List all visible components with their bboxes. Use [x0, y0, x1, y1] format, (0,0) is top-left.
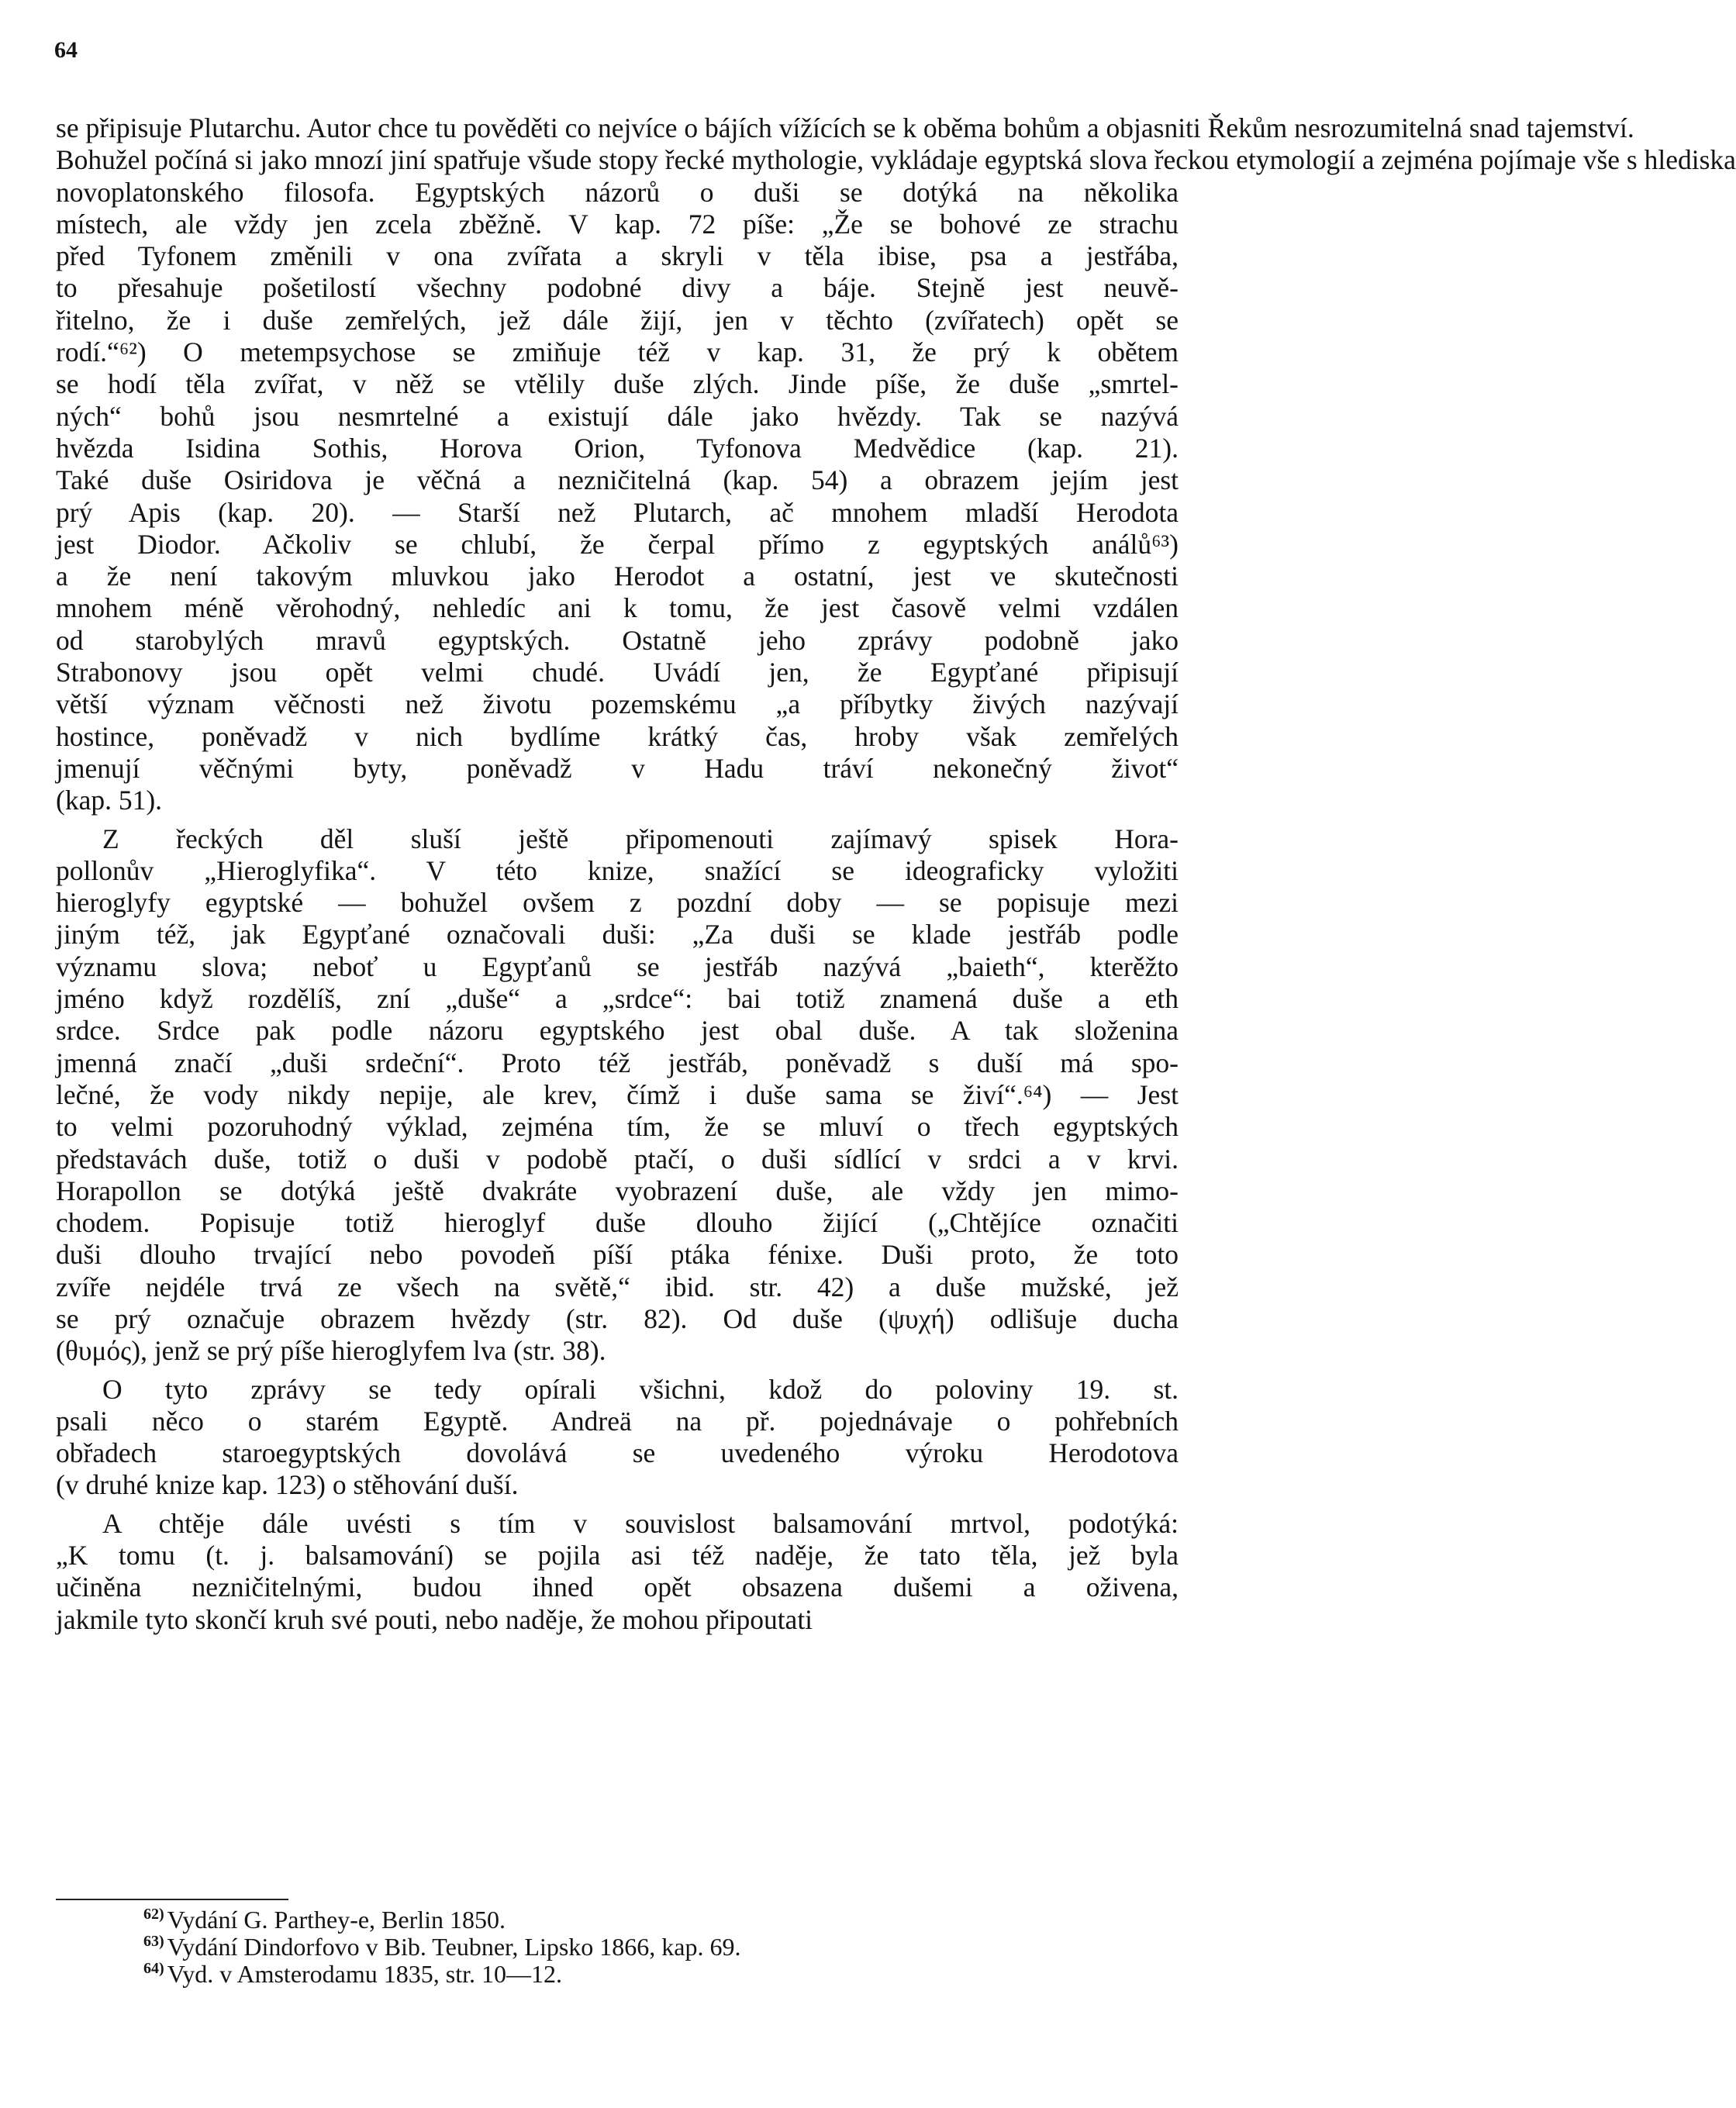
footnotes — [143, 1906, 740, 1988]
text-line: hostince, poněvadž v nich bydlíme krátký čas, hroby však zemřelých — [56, 720, 1179, 752]
text-line: Z řeckých děl sluší ještě připomenouti zajímavý spisek Hora- — [102, 823, 1179, 854]
text-line: místech, ale vždy jen zcela zběžně. V kap. 72 píše: „Že se bohové ze strachu — [56, 208, 1179, 240]
text-line: jméno když rozdělíš, zní „duše“ a „srdce“: bai totiž znamená duše a eth — [56, 983, 1179, 1015]
footnote-separator — [56, 1899, 288, 1900]
text-line: a že není takovým mluvkou jako Herodot a ostatní, jest ve skutečnosti — [56, 561, 1179, 592]
footnote-text: Vyd. v Amsterodamu 1835, str. 10—12. — [167, 1960, 562, 1988]
body-text — [56, 112, 1736, 1636]
text-line: řitelno, že i duše zemřelých, jež dále žijí, jen v těchto (zvířatech) opět se — [56, 304, 1179, 336]
text-line: lečné, že vody nikdy nepije, ale krev, čímž i duše sama se živí“.⁶⁴) — Jest — [56, 1078, 1179, 1110]
text-line: obřadech staroegyptských dovolává se uvedeného výroku Herodotova — [56, 1437, 1179, 1469]
paragraph-gap — [56, 1368, 1179, 1374]
text-line: ných“ bohů jsou nesmrtelné a existují dále jako hvězdy. Tak se nazývá — [56, 400, 1179, 432]
footnote — [143, 1934, 740, 1961]
footnote-text: Vydání G. Parthey-e, Berlin 1850. — [167, 1906, 506, 1934]
text-line: zvíře nejdéle trvá ze všech na světě,“ ibid. str. 42) a duše mužské, jež — [56, 1271, 1179, 1302]
text-line: jmenná značí „duši srdeční“. Proto též jestřáb, poněvadž s duší má spo- — [56, 1047, 1179, 1078]
text-line: to velmi pozoruhodný výklad, zejména tím, že se mluví o třech egyptských — [56, 1111, 1179, 1143]
text-line: to přesahuje pošetilostí všechny podobné divy a báje. Stejně jest neuvě- — [56, 272, 1179, 304]
text-line: novoplatonského filosofa. Egyptských názorů o duši se dotýká na několika — [56, 176, 1179, 208]
text-line: prý Apis (kap. 20). — Starší než Plutarch, ač mnohem mladší Herodota — [56, 496, 1179, 528]
text-line: hvězda Isidina Sothis, Horova Orion, Tyfonova Medvědice (kap. 21). — [56, 432, 1179, 464]
text-line: před Tyfonem změnili v ona zvířata a skryli v těla ibise, psa a jestřába, — [56, 240, 1179, 272]
text-line: jest Diodor. Ačkoliv se chlubí, že čerpal přímo z egyptských análů⁶³) — [56, 528, 1179, 560]
text-line: Horapollon se dotýká ještě dvakráte vyobrazení duše, ale vždy jen mimo- — [56, 1175, 1179, 1206]
text-line: rodí.“⁶²) O metempsychose se zmiňuje též v kap. 31, že prý k obětem — [56, 336, 1179, 368]
paragraph-gap — [56, 1502, 1179, 1508]
text-line: mnohem méně věrohodný, nehledíc ani k tomu, že jest časově velmi vzdálen — [56, 592, 1179, 624]
text-line: pollonův „Hieroglyfika“. V této knize, snažící se ideograficky vyložiti — [56, 854, 1179, 886]
text-line: psali něco o starém Egyptě. Andreä na př. pojednávaje o pohřebních — [56, 1405, 1179, 1437]
paragraph — [56, 112, 1736, 817]
footnote-mark: 62) — [143, 1906, 164, 1923]
text-line: učiněna nezničitelnými, budou ihned opět obsazena dušemi a oživena, — [56, 1572, 1179, 1603]
text-line: jiným též, jak Egypťané označovali duši: „Za duši se klade jestřáb podle — [56, 919, 1179, 950]
text-line: hieroglyfy egyptské — bohužel ovšem z pozdní doby — se popisuje mezi — [56, 887, 1179, 919]
text-line: srdce. Srdce pak podle názoru egyptského jest obal duše. A tak složenina — [56, 1015, 1179, 1047]
footnote-mark: 63) — [143, 1933, 164, 1951]
text-line: chodem. Popisuje totiž hieroglyf duše dlouho žijící („Chtějíce označiti — [56, 1207, 1179, 1239]
text-line: významu slova; neboť u Egypťanů se jestřáb nazývá „baieth“, kterěžto — [56, 950, 1179, 982]
footnote-mark: 64) — [143, 1960, 164, 1978]
footnote — [143, 1906, 740, 1934]
text-line: Také duše Osiridova je věčná a nezničitelná (kap. 54) a obrazem jejím jest — [56, 464, 1179, 496]
text-line: duši dlouho trvající nebo povodeň píší ptáka fénixe. Duši proto, že toto — [56, 1239, 1179, 1271]
text-line: (v druhé knize kap. 123) o stěhování duší. — [56, 1469, 519, 1501]
paragraph — [56, 823, 1179, 1368]
text-line: (kap. 51). — [56, 785, 163, 816]
text-line: se hodí těla zvířat, v něž se vtělily duše zlých. Jinde píše, že duše „smrtel- — [56, 368, 1179, 400]
text-line: větší význam věčnosti než životu pozemskému „a příbytky živých nazývají — [56, 688, 1179, 720]
page-number: 64 — [54, 37, 78, 63]
text-line: se připisuje Plutarchu. Autor chce tu pověděti co nejvíce o bájích vížících se k oběma bohům a objasniti Řekům nesrozumitelná snad tajemství. — [56, 112, 1634, 143]
footnote — [143, 1961, 740, 1988]
footnote-text: Vydání Dindorfovo v Bib. Teubner, Lipsko 1866, kap. 69. — [167, 1933, 741, 1961]
text-line: Strabonovy jsou opět velmi chudé. Uvádí jen, že Egypťané připisují — [56, 657, 1179, 688]
text-line: (θυμός), jenž se prý píše hieroglyfem lva (str. 38). — [56, 1335, 606, 1367]
text-line: představách duše, totiž o duši v podobě ptačí, o duši sídlící v srdci a v krvi. — [56, 1143, 1179, 1175]
paragraph-gap — [56, 817, 1179, 823]
text-line: jmenují věčnými byty, poněvadž v Hadu tráví nekonečný život“ — [56, 752, 1179, 784]
text-line: se prý označuje obrazem hvězdy (str. 82). Od duše (ψυχή) odlišuje ducha — [56, 1302, 1179, 1334]
paragraph — [56, 1508, 1179, 1636]
paragraph — [56, 1374, 1179, 1502]
text-line: od starobylých mravů egyptských. Ostatně jeho zprávy podobně jako — [56, 624, 1179, 656]
text-line: jakmile tyto skončí kruh své pouti, nebo naděje, že mohou připoutati — [56, 1603, 813, 1635]
text-line: „K tomu (t. j. balsamování) se pojila asi též naděje, že tato těla, jež byla — [56, 1540, 1179, 1572]
text-line: A chtěje dále uvésti s tím v souvislost balsamování mrtvol, podotýká: — [102, 1507, 1179, 1539]
text-line: Bohužel počíná si jako mnozí jiní spatřuje všude stopy řecké mythologie, vykládaje egyptská slova řeckou etymologií a zejména pojímaje vše s hlediska — [56, 144, 1736, 176]
text-line: O tyto zprávy se tedy opírali všichni, kdož do poloviny 19. st. — [102, 1373, 1179, 1405]
